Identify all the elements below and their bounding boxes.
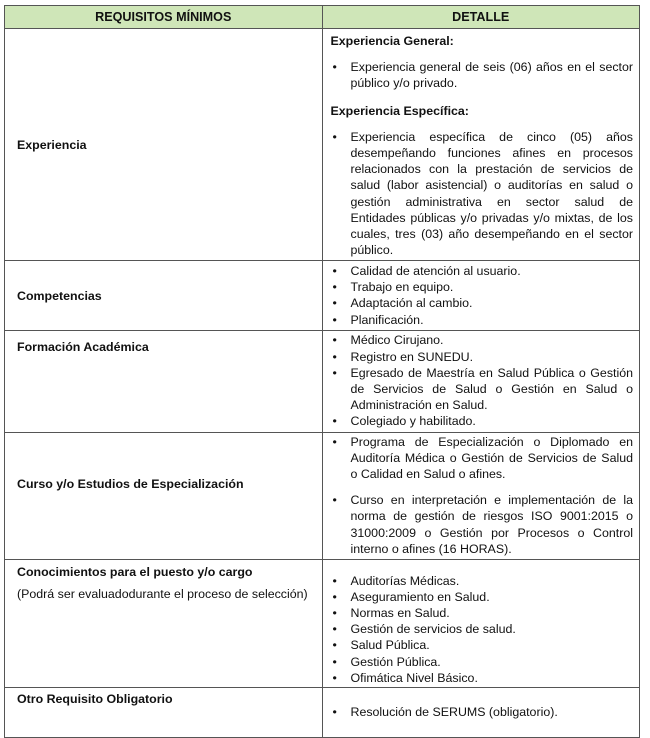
list-item: • Gestión de servicios de salud.: [332, 622, 516, 637]
list-item: • Aseguramiento en Salud.: [332, 589, 490, 604]
row-detail: [322, 432, 640, 559]
list-item: • Colegiado y habilitado.: [332, 414, 476, 429]
bullet-icon: •: [332, 704, 337, 719]
bullet-icon: •: [332, 589, 337, 604]
requirements-table: [4, 5, 640, 738]
bullet-icon: •: [332, 333, 337, 348]
bullet-icon: •: [332, 296, 337, 311]
bullet-icon: •: [332, 622, 337, 637]
bullet-icon: •: [332, 638, 337, 653]
bullet-icon: •: [332, 264, 337, 279]
row-detail: [322, 29, 640, 261]
header-detalle: DETALLE: [322, 6, 640, 29]
bullet-icon: •: [332, 493, 337, 508]
bullet-icon: •: [332, 670, 337, 685]
table-row-formacion: [5, 331, 640, 432]
table-header-row: [5, 6, 640, 29]
bullet-icon: •: [332, 573, 337, 588]
conocimientos-title: Conocimientos para el puesto y/o cargo: [17, 565, 253, 580]
requirements-table-wrapper: [4, 5, 640, 738]
experiencia-general-list: [329, 59, 634, 91]
list-item: • Curso en interpretación e implementación de la norma de gestión de riesgos ISO 9001:2015 o 31000:2009 o Gestión por Procesos o Control interno o afines (16 HORAS).: [332, 493, 633, 556]
list-item: • Planificación.: [332, 312, 424, 327]
list-item: • Experiencia específica de cinco (05) años desempeñando funciones afines en procesos relacionados con la prestación de servicios de salud (labor asistencial) o auditorías en salud o gestión administrativa en sector salud de Entidades públicas y/o privadas y/o mixtas, de los cuales, tres (03) año desempeñando en el sector público.: [332, 129, 633, 258]
list-item: • Programa de Especialización o Diplomado en Auditoría Médica o Gestión de Servicios de Salud o Calidad en Salud o afines.: [332, 434, 633, 482]
list-item: • Médico Cirujano.: [332, 333, 444, 348]
bullet-icon: •: [332, 312, 337, 327]
row-label: Formación Académica: [5, 331, 323, 432]
row-detail: [322, 261, 640, 331]
experiencia-especifica-list: [329, 129, 634, 259]
row-detail: [322, 331, 640, 432]
list-item: • Adaptación al cambio.: [332, 296, 473, 311]
table-row-experiencia: [5, 29, 640, 261]
formacion-list: [329, 332, 634, 429]
bullet-icon: •: [332, 129, 337, 144]
list-item: • Auditorías Médicas.: [332, 573, 460, 588]
bullet-icon: •: [332, 434, 337, 449]
list-item: • Registro en SUNEDU.: [332, 349, 474, 364]
table-row-cursos: [5, 432, 640, 559]
otro-requisito-list: [329, 704, 634, 720]
conocimientos-list: [329, 573, 634, 686]
row-label: Curso y/o Estudios de Especialización: [5, 432, 323, 559]
experiencia-especifica-title: Experiencia Específica:: [330, 103, 469, 118]
list-item: • Normas en Salud.: [332, 606, 450, 621]
bullet-icon: •: [332, 414, 337, 429]
list-item: • Trabajo en equipo.: [332, 280, 454, 295]
list-item: • Gestión Pública.: [332, 654, 441, 669]
row-label: [5, 560, 323, 688]
bullet-icon: •: [332, 606, 337, 621]
list-item: • Salud Pública.: [332, 638, 430, 653]
bullet-icon: •: [332, 654, 337, 669]
bullet-icon: •: [332, 349, 337, 364]
list-item: • Resolución de SERUMS (obligatorio).: [332, 704, 558, 719]
list-item: • Experiencia general de seis (06) años en el sector público y/o privado.: [332, 60, 633, 91]
row-label: Otro Requisito Obligatorio: [5, 688, 323, 738]
row-detail: [322, 688, 640, 738]
bullet-icon: •: [332, 60, 337, 75]
header-requisitos: REQUISITOS MÍNIMOS: [5, 6, 323, 29]
row-detail: [322, 560, 640, 688]
cursos-list: [329, 434, 634, 557]
bullet-icon: •: [332, 365, 337, 380]
row-label: Competencias: [5, 261, 323, 331]
competencias-list: [329, 263, 634, 328]
conocimientos-note: (Podrá ser evaluadodurante el proceso de selección): [17, 587, 308, 602]
row-label: Experiencia: [5, 29, 323, 261]
table-row-competencias: [5, 261, 640, 331]
experiencia-general-title: Experiencia General:: [330, 34, 454, 48]
list-item: • Calidad de atención al usuario.: [332, 264, 521, 279]
bullet-icon: •: [332, 280, 337, 295]
table-row-otro-requisito: [5, 688, 640, 738]
list-item: • Egresado de Maestría en Salud Pública o Gestión de Servicios de Salud o Gestión en Salud o Administración en Salud.: [332, 365, 633, 413]
table-row-conocimientos: [5, 560, 640, 688]
list-item: • Ofimática Nivel Básico.: [332, 670, 478, 685]
